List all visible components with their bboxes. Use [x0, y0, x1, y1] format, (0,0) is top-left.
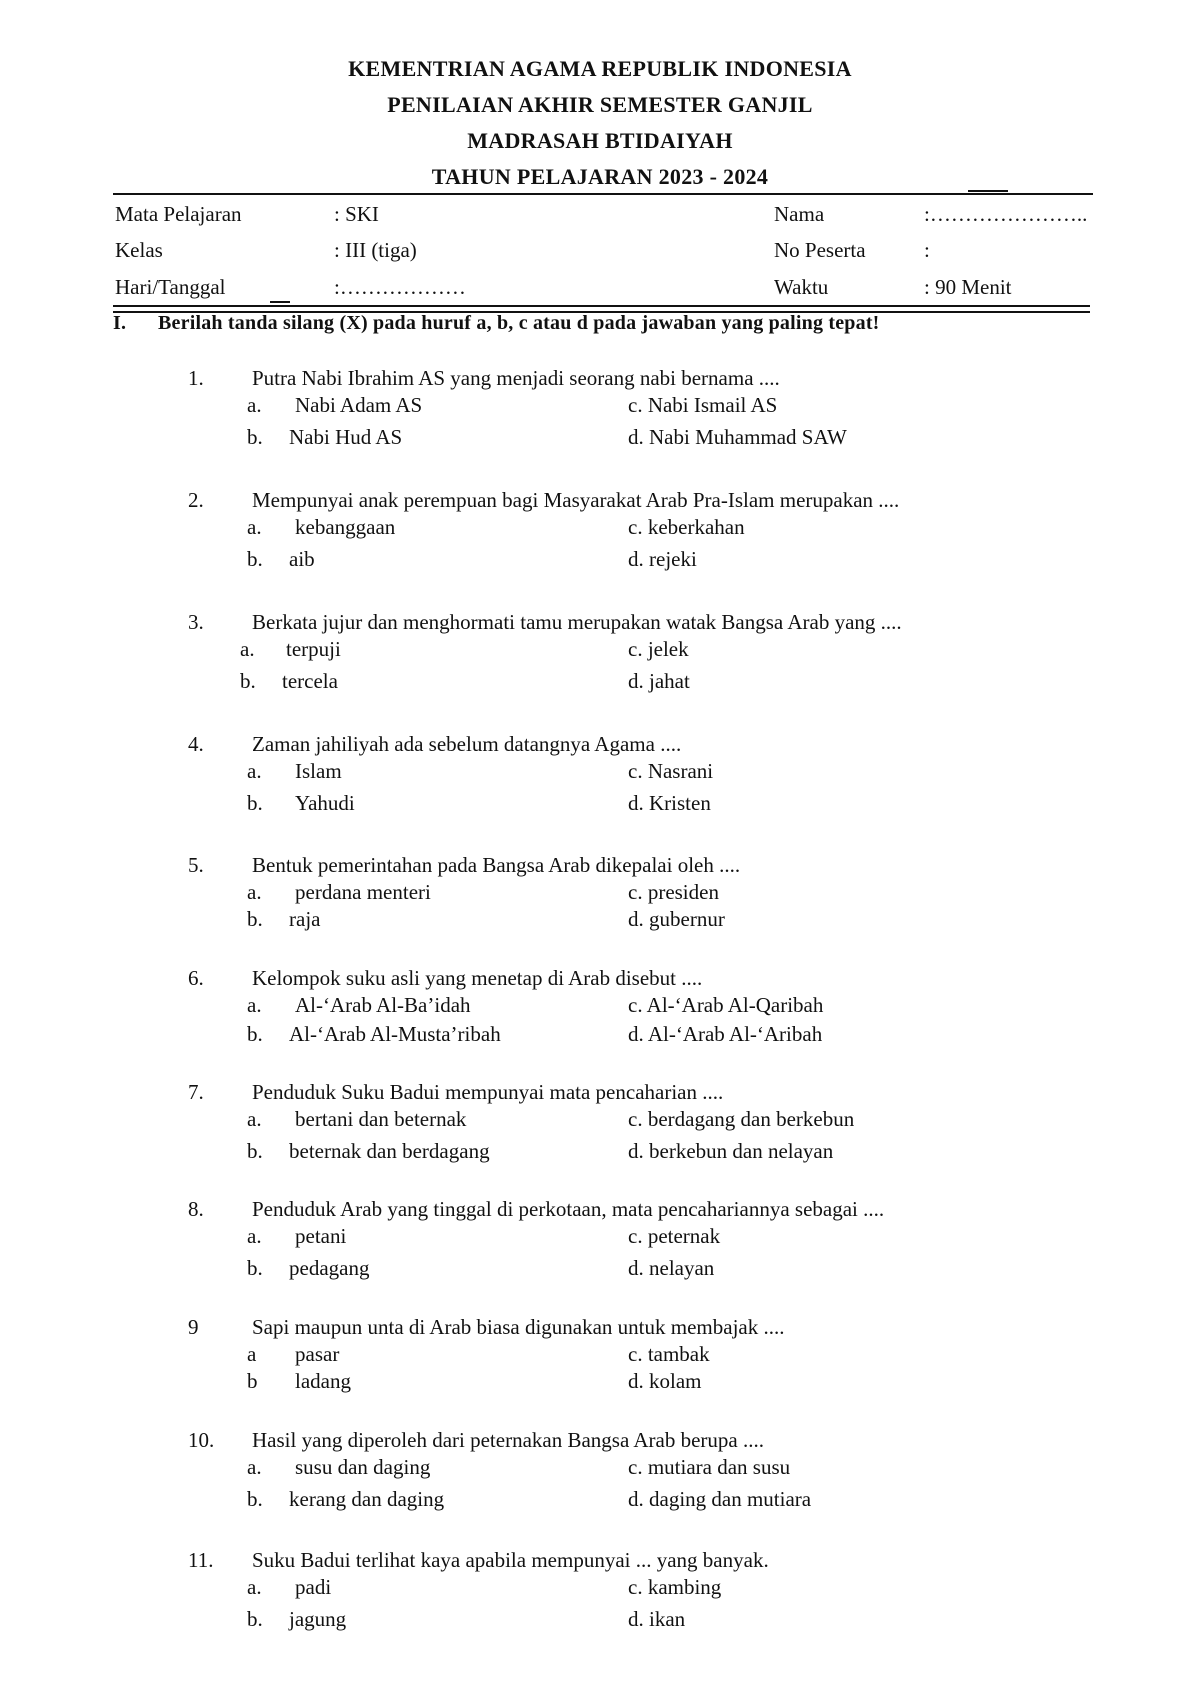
- question-10: [0, 1428, 1200, 1518]
- option-letter: b.: [247, 1607, 263, 1631]
- option-letter: b.: [247, 1256, 263, 1280]
- option-letter: b.: [240, 669, 256, 693]
- header-line-4: TAHUN PELAJARAN 2023 - 2024: [431, 164, 769, 189]
- option-text: pasar: [295, 1342, 340, 1366]
- option-text: aib: [289, 547, 315, 571]
- instruction: [113, 312, 880, 335]
- option-b[interactable]: [247, 1487, 444, 1512]
- option-text: bertani dan beternak: [295, 1107, 467, 1131]
- option-text: terpuji: [286, 637, 341, 661]
- question-stem: Hasil yang diperoleh dari peternakan Bangsa Arab berupa ....: [252, 1428, 764, 1452]
- option-d[interactable]: d. berkebun dan nelayan: [628, 1139, 834, 1163]
- question-6: [0, 966, 1200, 1056]
- option-text: Al-‘Arab Al-Ba’idah: [295, 993, 471, 1017]
- question-stem: Mempunyai anak perempuan bagi Masyarakat Arab Pra-Islam merupakan ....: [252, 488, 900, 512]
- question-stem: Kelompok suku asli yang menetap di Arab disebut ....: [252, 966, 703, 990]
- option-a[interactable]: [247, 993, 471, 1018]
- option-d[interactable]: d. Al-‘Arab Al-‘Aribah: [628, 1022, 823, 1046]
- subject-value: : SKI: [334, 202, 379, 226]
- question-11: [0, 1548, 1200, 1638]
- header-rule: [113, 193, 1093, 195]
- info-rule-short: [270, 301, 290, 303]
- option-letter: b.: [247, 1022, 263, 1046]
- option-text: kebanggaan: [295, 515, 396, 539]
- option-letter: b.: [247, 907, 263, 931]
- option-d[interactable]: d. Nabi Muhammad SAW: [628, 425, 847, 449]
- option-d[interactable]: d. daging dan mutiara: [628, 1487, 812, 1511]
- option-c[interactable]: c. kambing: [628, 1575, 722, 1599]
- option-c[interactable]: c. presiden: [628, 880, 719, 904]
- option-b[interactable]: [247, 1369, 351, 1394]
- option-d[interactable]: d. gubernur: [628, 907, 725, 931]
- option-letter: a.: [247, 1575, 262, 1599]
- option-letter: a.: [247, 393, 262, 417]
- question-7: [0, 1080, 1200, 1170]
- option-letter: a.: [247, 1455, 262, 1479]
- option-a[interactable]: [247, 1342, 339, 1367]
- option-a[interactable]: [247, 1455, 430, 1480]
- info-rule-top: [113, 305, 1090, 307]
- participant-label: No Peserta: [774, 238, 866, 262]
- option-d[interactable]: d. kolam: [628, 1369, 702, 1393]
- question-stem: Suku Badui terlihat kaya apabila mempunyai ... yang banyak.: [252, 1548, 769, 1572]
- subject-label: Mata Pelajaran: [115, 202, 242, 226]
- option-b[interactable]: [247, 1139, 490, 1164]
- option-a[interactable]: [240, 637, 341, 662]
- option-c[interactable]: c. Nabi Ismail AS: [628, 393, 778, 417]
- option-a[interactable]: [247, 880, 431, 905]
- question-stem: Zaman jahiliyah ada sebelum datangnya Agama ....: [252, 732, 682, 756]
- class-value: : III (tiga): [334, 238, 417, 262]
- question-5: [0, 853, 1200, 943]
- option-letter: b.: [247, 1487, 263, 1511]
- name-value: :…………………..: [924, 202, 1088, 226]
- option-c[interactable]: c. berdagang dan berkebun: [628, 1107, 855, 1131]
- option-letter: b.: [247, 1139, 263, 1163]
- header-line-3: MADRASAH BTIDAIYAH: [467, 128, 733, 153]
- question-number: 6.: [188, 966, 204, 990]
- option-letter: a.: [247, 993, 262, 1017]
- class-label: Kelas: [115, 238, 163, 262]
- participant-value: :: [924, 238, 930, 262]
- question-number: 10.: [188, 1428, 215, 1452]
- question-number: 4.: [188, 732, 204, 756]
- option-text: Al-‘Arab Al-Musta’ribah: [289, 1022, 501, 1046]
- option-text: Nabi Adam AS: [295, 393, 423, 417]
- question-stem: Berkata jujur dan menghormati tamu merupakan watak Bangsa Arab yang ....: [252, 610, 902, 634]
- option-a[interactable]: [247, 393, 422, 418]
- question-stem: Penduduk Arab yang tinggal di perkotaan, mata pencahariannya sebagai ....: [252, 1197, 885, 1221]
- option-a[interactable]: [247, 1107, 466, 1132]
- question-8: [0, 1197, 1200, 1287]
- option-b[interactable]: [247, 1256, 369, 1281]
- header-line-2: PENILAIAN AKHIR SEMESTER GANJIL: [387, 92, 813, 117]
- option-b[interactable]: [247, 425, 402, 450]
- option-text: petani: [295, 1224, 347, 1248]
- option-text: pedagang: [289, 1256, 370, 1280]
- option-c[interactable]: c. keberkahan: [628, 515, 745, 539]
- option-c[interactable]: c. Al-‘Arab Al-Qaribah: [628, 993, 824, 1017]
- option-d[interactable]: d. jahat: [628, 669, 690, 693]
- option-c[interactable]: c. peternak: [628, 1224, 721, 1248]
- question-4: [0, 732, 1200, 822]
- option-b[interactable]: [247, 547, 315, 572]
- question-number: 2.: [188, 488, 204, 512]
- option-text: jagung: [289, 1607, 347, 1631]
- question-number: 3.: [188, 610, 204, 634]
- question-stem: Putra Nabi Ibrahim AS yang menjadi seorang nabi bernama ....: [252, 366, 780, 390]
- option-b[interactable]: [247, 907, 320, 932]
- option-letter: b: [247, 1369, 258, 1393]
- option-letter: a.: [247, 1224, 262, 1248]
- question-3: [0, 610, 1200, 700]
- option-c[interactable]: c. mutiara dan susu: [628, 1455, 791, 1479]
- option-text: Islam: [295, 759, 342, 783]
- instruction-text: Berilah tanda silang (X) pada huruf a, b, c atau d pada jawaban yang paling tepat!: [158, 312, 880, 334]
- option-a[interactable]: [247, 1224, 346, 1249]
- option-b[interactable]: [247, 791, 355, 816]
- question-number: 11.: [188, 1548, 214, 1572]
- option-c[interactable]: c. tambak: [628, 1342, 710, 1366]
- option-text: Yahudi: [295, 791, 355, 815]
- option-text: kerang dan daging: [289, 1487, 445, 1511]
- question-number: 9: [188, 1315, 199, 1339]
- option-text: ladang: [295, 1369, 351, 1393]
- question-number: 7.: [188, 1080, 204, 1104]
- option-b[interactable]: [247, 1022, 501, 1047]
- option-letter: a.: [247, 759, 262, 783]
- name-label: Nama: [774, 202, 825, 226]
- option-b[interactable]: [240, 669, 338, 694]
- option-letter: b.: [247, 425, 263, 449]
- option-d[interactable]: d. rejeki: [628, 547, 697, 571]
- time-label: Waktu: [774, 275, 829, 299]
- option-c[interactable]: c. Nasrani: [628, 759, 714, 783]
- question-2: [0, 488, 1200, 578]
- question-stem: Bentuk pemerintahan pada Bangsa Arab dikepalai oleh ....: [252, 853, 741, 877]
- question-number: 8.: [188, 1197, 204, 1221]
- option-a[interactable]: [247, 759, 342, 784]
- option-a[interactable]: [247, 515, 395, 540]
- option-text: perdana menteri: [295, 880, 431, 904]
- option-d[interactable]: d. Kristen: [628, 791, 711, 815]
- option-letter: b.: [247, 791, 263, 815]
- option-text: Nabi Hud AS: [289, 425, 403, 449]
- question-stem: Sapi maupun unta di Arab biasa digunakan untuk membajak ....: [252, 1315, 785, 1339]
- option-c[interactable]: c. jelek: [628, 637, 689, 661]
- option-letter: a.: [247, 1107, 262, 1131]
- option-letter: a.: [247, 880, 262, 904]
- option-text: tercela: [282, 669, 338, 693]
- option-d[interactable]: d. nelayan: [628, 1256, 715, 1280]
- question-1: [0, 366, 1200, 456]
- option-text: padi: [295, 1575, 332, 1599]
- option-letter: a: [247, 1342, 257, 1366]
- option-letter: a.: [247, 515, 262, 539]
- question-stem: Penduduk Suku Badui mempunyai mata pencaharian ....: [252, 1080, 724, 1104]
- option-text: beternak dan berdagang: [289, 1139, 490, 1163]
- header-line-1: KEMENTRIAN AGAMA REPUBLIK INDONESIA: [348, 56, 852, 81]
- option-d[interactable]: d. ikan: [628, 1607, 686, 1631]
- date-label: Hari/Tanggal: [115, 275, 226, 299]
- option-text: susu dan daging: [295, 1455, 431, 1479]
- time-value: : 90 Menit: [924, 275, 1012, 299]
- option-text: raja: [289, 907, 321, 931]
- question-number: 5.: [188, 853, 204, 877]
- option-b[interactable]: [247, 1607, 346, 1632]
- instruction-number: I.: [113, 312, 127, 334]
- question-number: 1.: [188, 366, 204, 390]
- option-letter: b.: [247, 547, 263, 571]
- option-a[interactable]: [247, 1575, 331, 1600]
- option-letter: a.: [240, 637, 255, 661]
- header-rule-short: [968, 190, 1008, 192]
- date-value: :………………: [334, 275, 466, 299]
- question-9: [0, 1315, 1200, 1405]
